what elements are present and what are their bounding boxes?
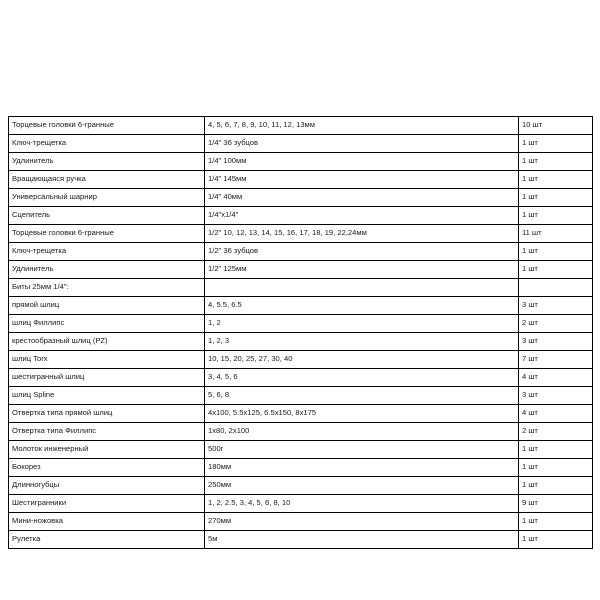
table-row — [9, 531, 593, 549]
cell-item-name: Сцепитель — [9, 207, 205, 225]
cell-item-name: шестигранный шлиц — [9, 369, 205, 387]
cell-item-quantity: 4 шт — [519, 369, 593, 387]
cell-item-name: шлиц Spline — [9, 387, 205, 405]
cell-item-value: 1/4"х1/4" — [205, 207, 519, 225]
cell-item-value: 1/2" 125мм — [205, 261, 519, 279]
table-row — [9, 513, 593, 531]
cell-item-quantity: 1 шт — [519, 531, 593, 549]
cell-item-value: 5м — [205, 531, 519, 549]
cell-item-name: Рулетка — [9, 531, 205, 549]
cell-item-name: Удлинитель — [9, 261, 205, 279]
table-row — [9, 405, 593, 423]
table-row — [9, 297, 593, 315]
table-row — [9, 243, 593, 261]
cell-item-name: Удлинитель — [9, 153, 205, 171]
cell-item-quantity: 1 шт — [519, 477, 593, 495]
cell-item-name: Ключ-трещетка — [9, 135, 205, 153]
cell-item-quantity: 7 шт — [519, 351, 593, 369]
cell-item-quantity: 1 шт — [519, 441, 593, 459]
cell-item-value: 1, 2 — [205, 315, 519, 333]
specification-sheet — [8, 116, 592, 549]
table-row — [9, 477, 593, 495]
table-row — [9, 261, 593, 279]
cell-item-name: шлиц Torx — [9, 351, 205, 369]
cell-item-value: 1/2" 36 зубцов — [205, 243, 519, 261]
cell-item-value: 3, 4, 5, 6 — [205, 369, 519, 387]
cell-item-name: Торцевые головки 6-гранные — [9, 117, 205, 135]
cell-item-quantity: 4 шт — [519, 405, 593, 423]
table-row — [9, 315, 593, 333]
cell-item-value: 1/4" 36 зубцов — [205, 135, 519, 153]
cell-item-value: 1/4" 100мм — [205, 153, 519, 171]
cell-item-name: Мини-ножовка — [9, 513, 205, 531]
cell-item-quantity: 9 шт — [519, 495, 593, 513]
cell-item-value: 250мм — [205, 477, 519, 495]
table-row — [9, 441, 593, 459]
cell-item-quantity: 1 шт — [519, 261, 593, 279]
specification-table — [8, 116, 593, 549]
cell-item-name: прямой шлиц — [9, 297, 205, 315]
cell-item-quantity: 1 шт — [519, 153, 593, 171]
cell-item-name: Шестигранники — [9, 495, 205, 513]
cell-item-name: Бокорез — [9, 459, 205, 477]
cell-item-value: 1х80, 2х100 — [205, 423, 519, 441]
cell-item-value: 500г — [205, 441, 519, 459]
cell-item-quantity: 1 шт — [519, 171, 593, 189]
cell-item-value: 4, 5.5, 6.5 — [205, 297, 519, 315]
cell-item-name: Отвертка типа Филлипс — [9, 423, 205, 441]
cell-item-name: шлиц Филлипс — [9, 315, 205, 333]
cell-item-quantity: 2 шт — [519, 423, 593, 441]
cell-item-quantity: 3 шт — [519, 297, 593, 315]
table-row — [9, 387, 593, 405]
table-row — [9, 279, 593, 297]
cell-item-value: 5, 6, 8 — [205, 387, 519, 405]
cell-item-quantity: 1 шт — [519, 135, 593, 153]
cell-item-quantity: 2 шт — [519, 315, 593, 333]
table-row — [9, 171, 593, 189]
table-row — [9, 423, 593, 441]
cell-item-value: 4, 5, 6, 7, 8, 9, 10, 11, 12, 13мм — [205, 117, 519, 135]
cell-item-value: 1, 2, 3 — [205, 333, 519, 351]
cell-item-value: 4х100, 5.5х125, 6.5х150, 8х175 — [205, 405, 519, 423]
cell-item-quantity: 3 шт — [519, 333, 593, 351]
cell-item-quantity: 1 шт — [519, 189, 593, 207]
table-row — [9, 189, 593, 207]
cell-item-quantity — [519, 279, 593, 297]
cell-item-name: Молоток инженерный — [9, 441, 205, 459]
table-row — [9, 351, 593, 369]
cell-item-value — [205, 279, 519, 297]
table-row — [9, 369, 593, 387]
cell-item-value: 1, 2, 2.5, 3, 4, 5, 6, 8, 10 — [205, 495, 519, 513]
cell-item-value: 180мм — [205, 459, 519, 477]
table-row — [9, 153, 593, 171]
cell-item-quantity: 11 шт — [519, 225, 593, 243]
cell-item-name: Вращающаяся ручка — [9, 171, 205, 189]
cell-item-name: Торцевые головки 6-гранные — [9, 225, 205, 243]
cell-item-name: Биты 25мм 1/4": — [9, 279, 205, 297]
cell-item-quantity: 1 шт — [519, 207, 593, 225]
table-row — [9, 459, 593, 477]
cell-item-quantity: 1 шт — [519, 459, 593, 477]
cell-item-value: 1/4" 40мм — [205, 189, 519, 207]
cell-item-value: 10, 15, 20, 25, 27, 30, 40 — [205, 351, 519, 369]
cell-item-name: Отвертка типа прямой шлиц — [9, 405, 205, 423]
table-row — [9, 495, 593, 513]
table-row — [9, 135, 593, 153]
table-row — [9, 225, 593, 243]
cell-item-value: 1/2" 10, 12, 13, 14, 15, 16, 17, 18, 19, 22,24мм — [205, 225, 519, 243]
cell-item-name: Универсальный шарнир — [9, 189, 205, 207]
cell-item-name: Длинногубцы — [9, 477, 205, 495]
cell-item-quantity: 10 шт — [519, 117, 593, 135]
cell-item-name: крестообразный шлиц (PZ) — [9, 333, 205, 351]
cell-item-quantity: 1 шт — [519, 243, 593, 261]
table-row — [9, 207, 593, 225]
table-row — [9, 117, 593, 135]
cell-item-quantity: 3 шт — [519, 387, 593, 405]
cell-item-quantity: 1 шт — [519, 513, 593, 531]
table-row — [9, 333, 593, 351]
cell-item-name: Ключ-трещетка — [9, 243, 205, 261]
cell-item-value: 270мм — [205, 513, 519, 531]
cell-item-value: 1/4" 145мм — [205, 171, 519, 189]
